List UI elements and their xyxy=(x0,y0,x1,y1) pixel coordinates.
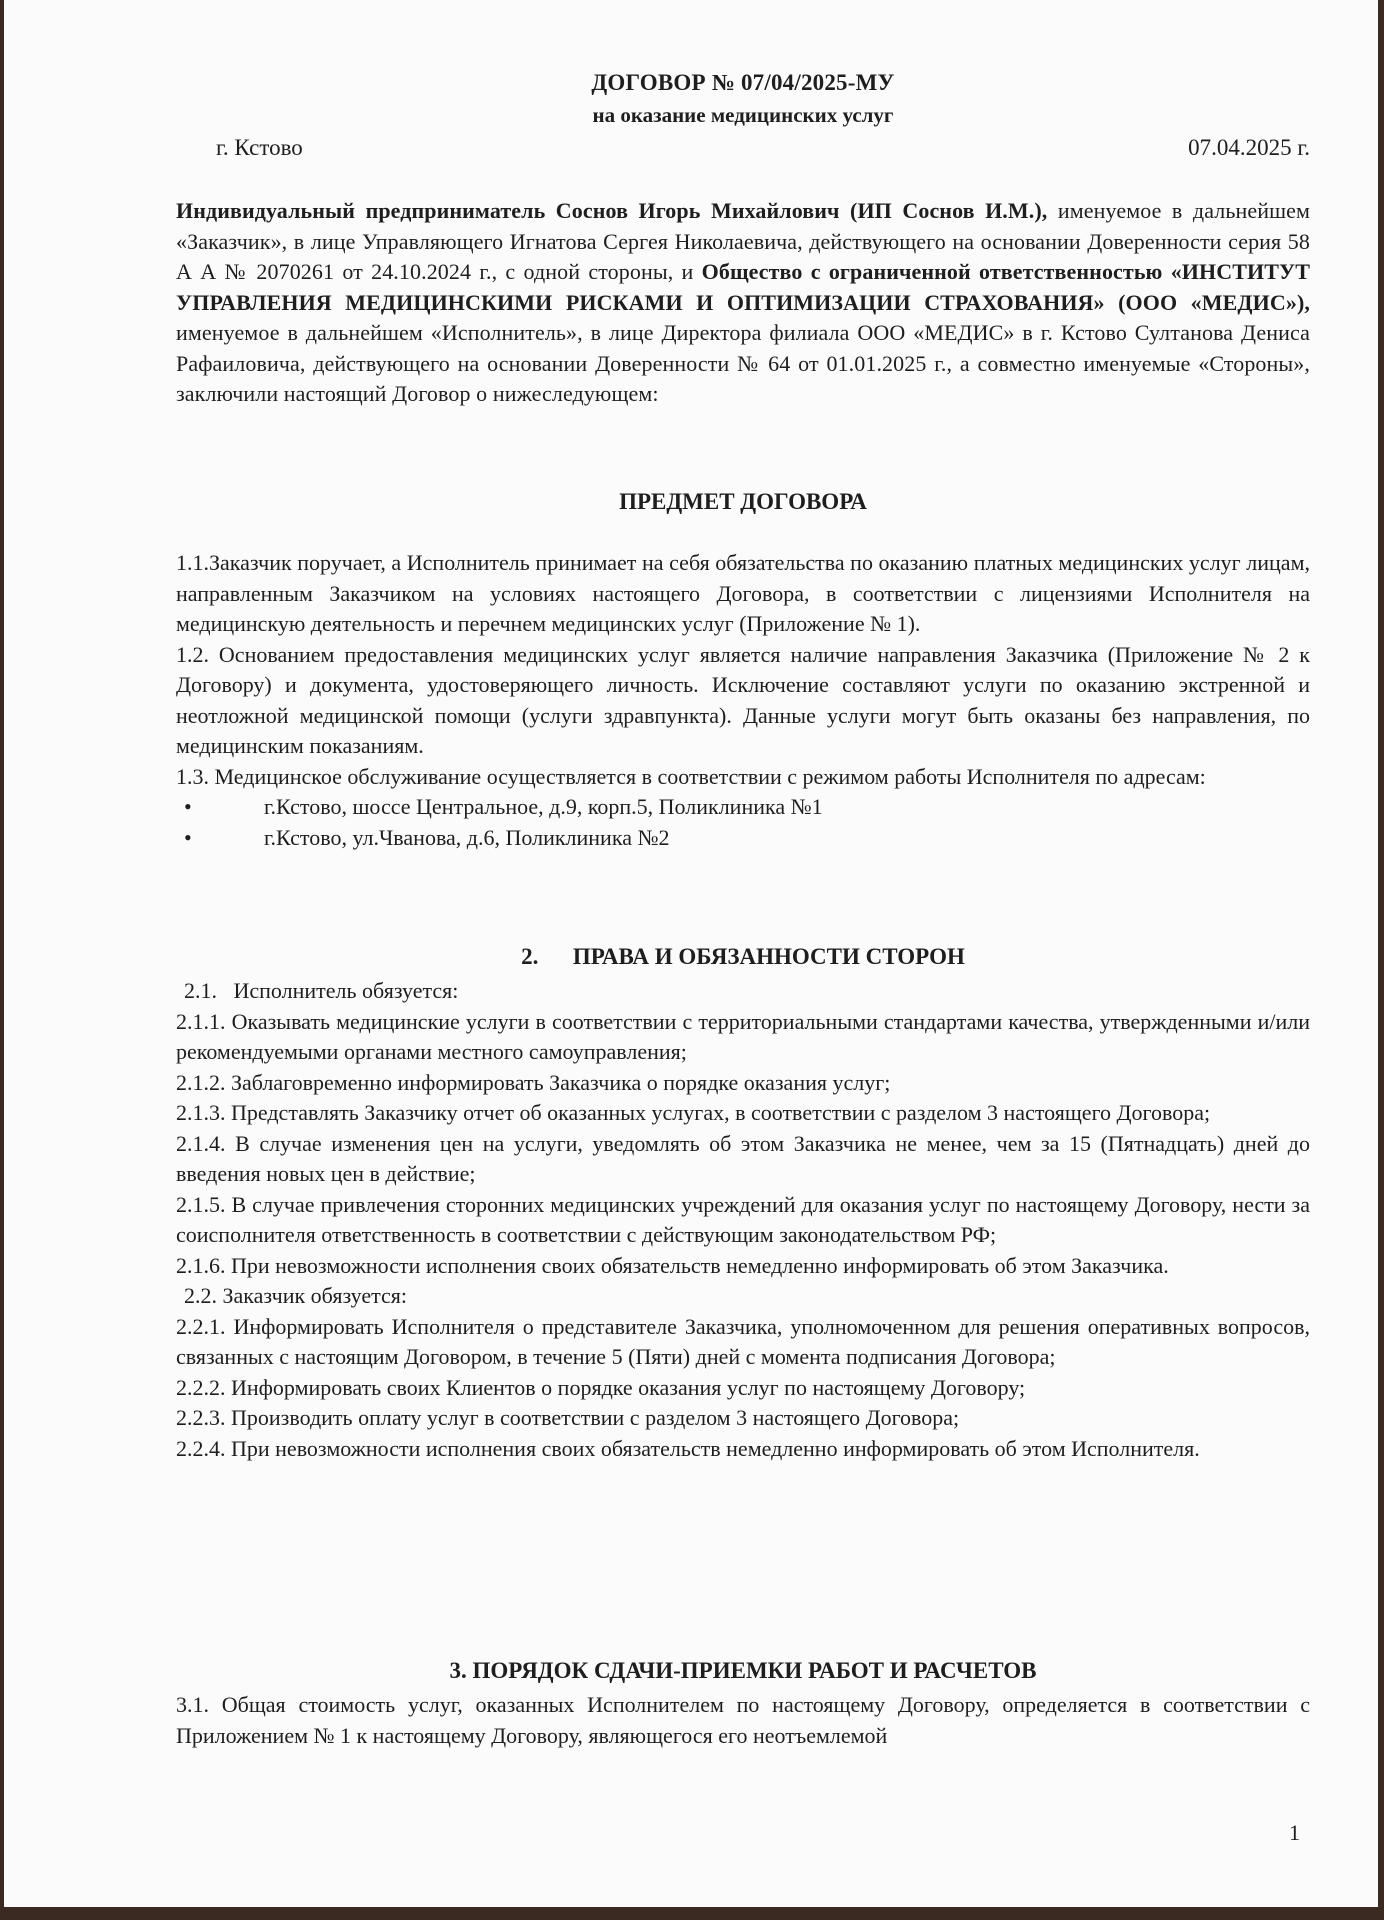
section1-body xyxy=(176,548,1310,853)
preamble-paragraph xyxy=(176,196,1310,410)
section1-heading: ПРЕДМЕТ ДОГОВОРА xyxy=(619,489,867,514)
clause-1-2: 1.2. Основанием предоставления медицинских услуг является наличие направления Заказчика (Приложение № 2 к Договору) и документа, удостоверяющего личность. Исключение составляют услуги по оказанию экстренной и неотложной медицинской помощи (услуги здравпункта). Данные услуги могут быть оказаны без направления, по медицинским показаниям. xyxy=(176,641,1310,758)
document-date: 07.04.2025 г. xyxy=(1188,135,1310,160)
clause-2-1-6: 2.1.6. При невозможности исполнения своих обязательств немедленно информировать об этом Заказчика. xyxy=(176,1252,1169,1278)
section2-heading: 2. ПРАВА И ОБЯЗАННОСТИ СТОРОН xyxy=(521,944,965,969)
section3-body xyxy=(176,1690,1310,1751)
document-page xyxy=(4,0,1378,1907)
document-title: ДОГОВОР № 07/04/2025-МУ xyxy=(591,70,895,95)
clause-2-1-1: 2.1.1. Оказывать медицинские услуги в соответствии с территориальными стандартами качества, утвержденными и/или рекомендуемыми органами местного самоуправления; xyxy=(176,1008,1310,1064)
party2-text: именуемое в дальнейшем «Исполнитель», в лице Директора филиала ООО «МЕДИС» в г. Кстово Султанова Дениса Рафаиловича, действующего на основании Доверенности № 64 от 01.01.2025 г., а совместно именуемые «Стороны», заключили настоящий Договор о нижеследующем: xyxy=(176,320,1310,406)
clause-2-1-2: 2.1.2. Заблаговременно информировать Заказчика о порядке оказания услуг; xyxy=(176,1069,891,1095)
address-item xyxy=(176,823,1310,854)
clause-2-2-1: 2.2.1. Информировать Исполнителя о представителе Заказчика, уполномоченном для решения оперативных вопросов, связанных с настоящим Договором, в течение 5 (Пяти) дней с момента подписания Договора; xyxy=(176,1313,1310,1369)
address-text: г.Кстово, шоссе Центральное, д.9, корп.5, Поликлиника №1 xyxy=(264,794,823,819)
address-item xyxy=(176,792,1310,823)
clause-2-1-3: 2.1.3. Представлять Заказчику отчет об оказанных услугах, в соответствии с разделом 3 настоящего Договора; xyxy=(176,1100,1211,1125)
document-city: г. Кстово xyxy=(216,135,303,160)
clause-2-1-4: 2.1.4. В случае изменения цен на услуги, уведомлять об этом Заказчика не менее, чем за 15 (Пятнадцать) дней до введения новых цен в действие; xyxy=(176,1130,1310,1186)
preamble xyxy=(176,196,1310,410)
clause-2-1-5: 2.1.5. В случае привлечения сторонних медицинских учреждений для оказания услуг по настоящему Договору, нести за соисполнителя ответственность в соответствии с действующим законодательством РФ; xyxy=(176,1191,1310,1247)
section3-heading: 3. ПОРЯДОК СДАЧИ-ПРИЕМКИ РАБОТ И РАСЧЕТОВ xyxy=(449,1658,1037,1683)
address-text: г.Кстово, ул.Чванова, д.6, Поликлиника №2 xyxy=(264,824,670,850)
bullet-icon: • xyxy=(184,824,192,850)
clause-2-2-3: 2.2.3. Производить оплату услуг в соответствии с разделом 3 настоящего Договора; xyxy=(176,1405,960,1430)
party1-name: Индивидуальный предприниматель Соснов Игорь Михайлович (ИП Соснов И.М.), xyxy=(176,198,1048,223)
clause-1-3: 1.3. Медицинское обслуживание осуществляется в соответствии с режимом работы Исполнителя по адресам: xyxy=(176,763,1206,789)
party1-text: именуемое в дальнейшем «Заказчик», в лице Управляющего Игнатова Сергея Николаевича, действующего на основании Доверенности серия 58 А А № 2070261 от 24.10.2024 г., с одной стороны, и xyxy=(176,198,1310,284)
clause-1-1: 1.1.Заказчик поручает, а Исполнитель принимает на себя обязательства по оказанию платных медицинских услуг лицам, направленным Заказчиком на условиях настоящего Договора, в соответствии с лицензиями Исполнителя на медицинскую деятельность и перечнем медицинских услуг (Приложение № 1). xyxy=(176,550,1310,636)
clause-2-2: 2.2. Заказчик обязуется: xyxy=(184,1283,408,1308)
clause-2-1: 2.1. Исполнитель обязуется: xyxy=(184,978,459,1003)
party2-name: Общество с ограниченной ответственностью «ИНСТИТУТ УПРАВЛЕНИЯ МЕДИЦИНСКИМИ РИСКАМИ И ОПТИМИЗАЦИИ СТРАХОВАНИЯ» (ООО «МЕДИС»), xyxy=(176,259,1310,315)
document-subtitle: на оказание медицинских услуг xyxy=(592,103,894,127)
page-number: 1 xyxy=(1289,1820,1300,1845)
clause-2-2-4: 2.2.4. При невозможности исполнения своих обязательств немедленно информировать об этом Исполнителя. xyxy=(176,1435,1200,1461)
clause-3-1: 3.1. Общая стоимость услуг, оказанных Исполнителем по настоящему Договору, определяется в соответствии с Приложением № 1 к настоящему Договору, являющегося его неотъемлемой xyxy=(176,1692,1310,1748)
clause-2-2-2: 2.2.2. Информировать своих Клиентов о порядке оказания услуг по настоящему Договору; xyxy=(176,1374,1026,1400)
bullet-icon: • xyxy=(184,794,192,819)
section2-body xyxy=(176,976,1310,1464)
